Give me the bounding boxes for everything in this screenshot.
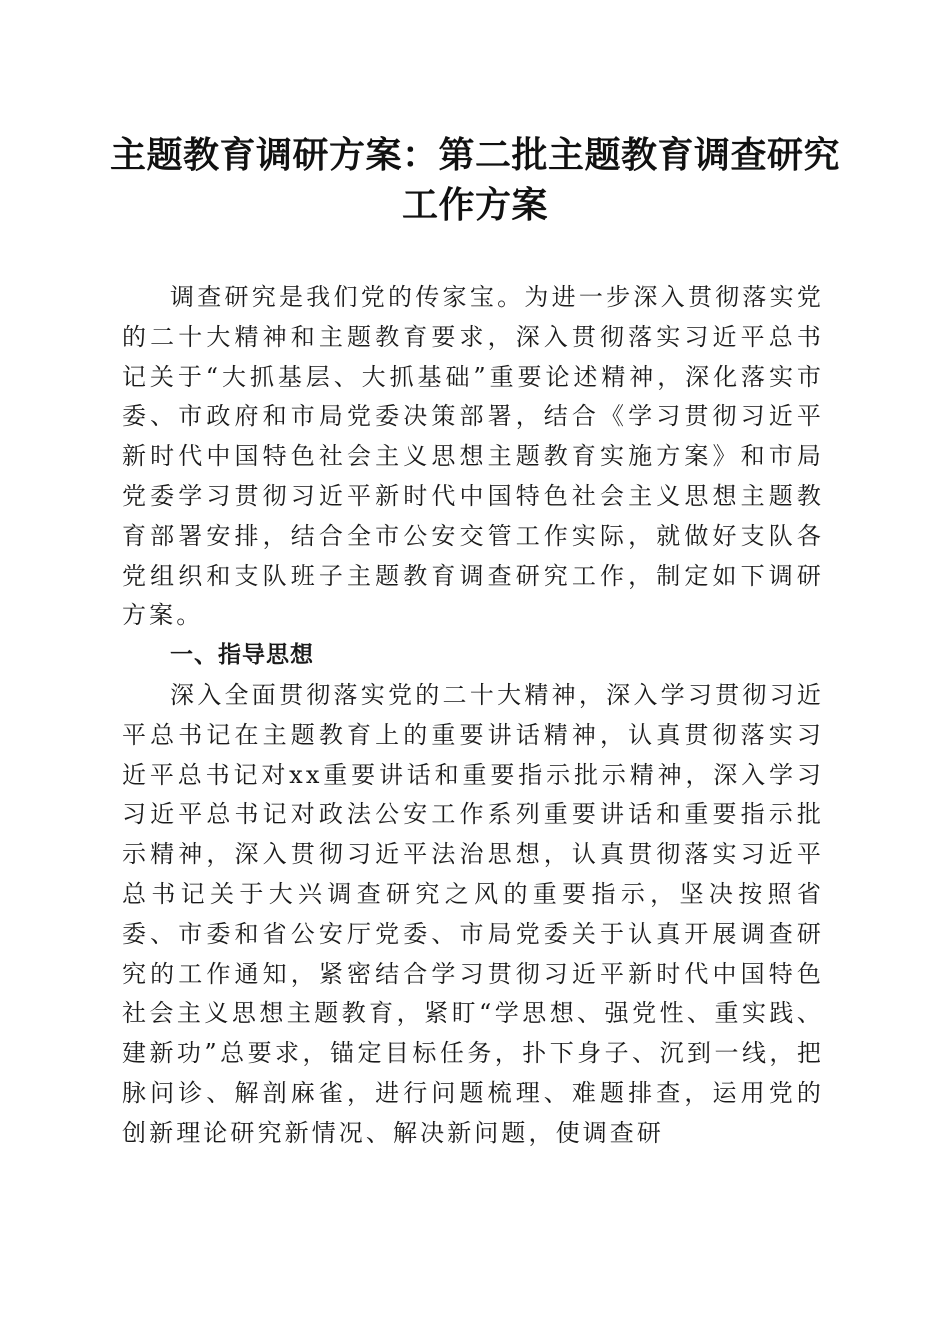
guiding-ideology-paragraph: 深入全面贯彻落实党的二十大精神，深入学习贯彻习近平总书记在主题教育上的重要讲话精神，认真贯彻落实习近平总书记对xx重要讲话和重要指示批示精神，深入学习习近平总书记对政法公安工作系列重要讲话和重要指示批示精神，深入贯彻习近平法治思想，认真贯彻落实习近平总书记关于大兴调查研究之风的重要指示，坚决按照省委、市委和省公安厅党委、市局党委关于认真开展调查研究的工作通知，紧密结合学习贯彻习近平新时代中国特色社会主义思想主题教育，紧盯“学思想、强党性、重实践、建新功”总要求，锚定目标任务，扑下身子、沉到一线，把脉问诊、解剖麻雀，进行问题梳理、难题排查，运用党的创新理论研究新情况、解决新问题，使调查研 — [122, 680, 824, 1147]
section-heading-guiding-ideology: 一、指导思想 — [170, 642, 314, 669]
intro-paragraph: 调查研究是我们党的传家宝。为进一步深入贯彻落实党的二十大精神和主题教育要求，深入贯彻落实习近平总书记关于“大抓基层、大抓基础”重要论述精神，深化落实市委、市政府和市局党委决策部署，结合《学习贯彻习近平新时代中国特色社会主义思想主题教育实施方案》和市局党委学习贯彻习近平新时代中国特色社会主义思想主题教育部署安排，结合全市公安交管工作实际，就做好支队各党组织和支队班子主题教育调查研究工作，制定如下调研方案。 — [122, 283, 824, 630]
document-title: 主题教育调研方案：第二批主题教育调查研究工作方案 — [109, 134, 840, 226]
document-body — [122, 278, 824, 1154]
